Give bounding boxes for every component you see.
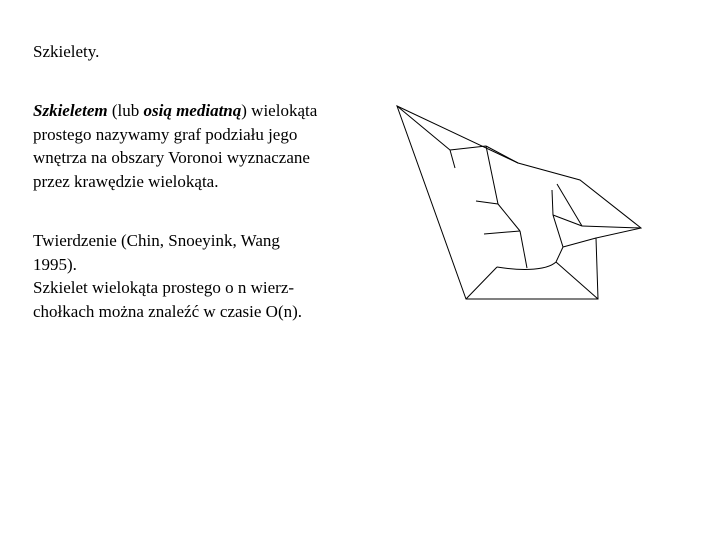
skeleton-edge <box>476 201 498 204</box>
skeleton-edge <box>553 215 582 226</box>
slide-title: Szkielety. <box>33 42 100 61</box>
skeleton-edge <box>556 262 598 299</box>
skeleton-edge <box>520 231 527 268</box>
definition-text-line2: prostego nazywamy graf podziału jego <box>33 124 298 144</box>
skeleton-edge <box>553 215 563 247</box>
skeleton-edge <box>582 226 641 228</box>
skeleton-edge <box>466 267 497 299</box>
skeleton-edge <box>552 190 553 215</box>
skeleton-edge <box>450 150 455 168</box>
skeleton-edge <box>556 247 563 262</box>
polygon-outline <box>397 106 641 299</box>
skeleton-edge <box>557 184 582 226</box>
skeleton-edge <box>563 238 596 247</box>
skeleton-edge <box>450 146 486 150</box>
skeleton-edge <box>486 146 498 204</box>
theorem-line2: 1995). <box>33 254 77 274</box>
definition-text-line3: wnętrza na obszary Voronoi wyznaczane <box>33 148 310 167</box>
definition-open-paren: (lub <box>107 101 144 120</box>
theorem-line3: Szkielet wielokąta prostego o n wierz- <box>33 278 295 297</box>
definition-term-skeleton: Szkieletem <box>33 101 108 120</box>
skeleton-edges <box>397 106 641 299</box>
definition-text-line1: ) wielokąta <box>241 101 318 120</box>
skeleton-edge <box>486 146 518 163</box>
theorem-line1: Twierdzenie (Chin, Snoeyink, Wang <box>33 231 280 250</box>
skeleton-edge <box>484 231 520 234</box>
definition-term-medial-axis: osią mediatną <box>143 101 242 120</box>
definition-text-line4: przez krawędzie wielokąta. <box>33 171 219 191</box>
skeleton-edge <box>498 204 520 231</box>
theorem-line4: chołkach można znaleźć w czasie O(n). <box>33 301 303 321</box>
